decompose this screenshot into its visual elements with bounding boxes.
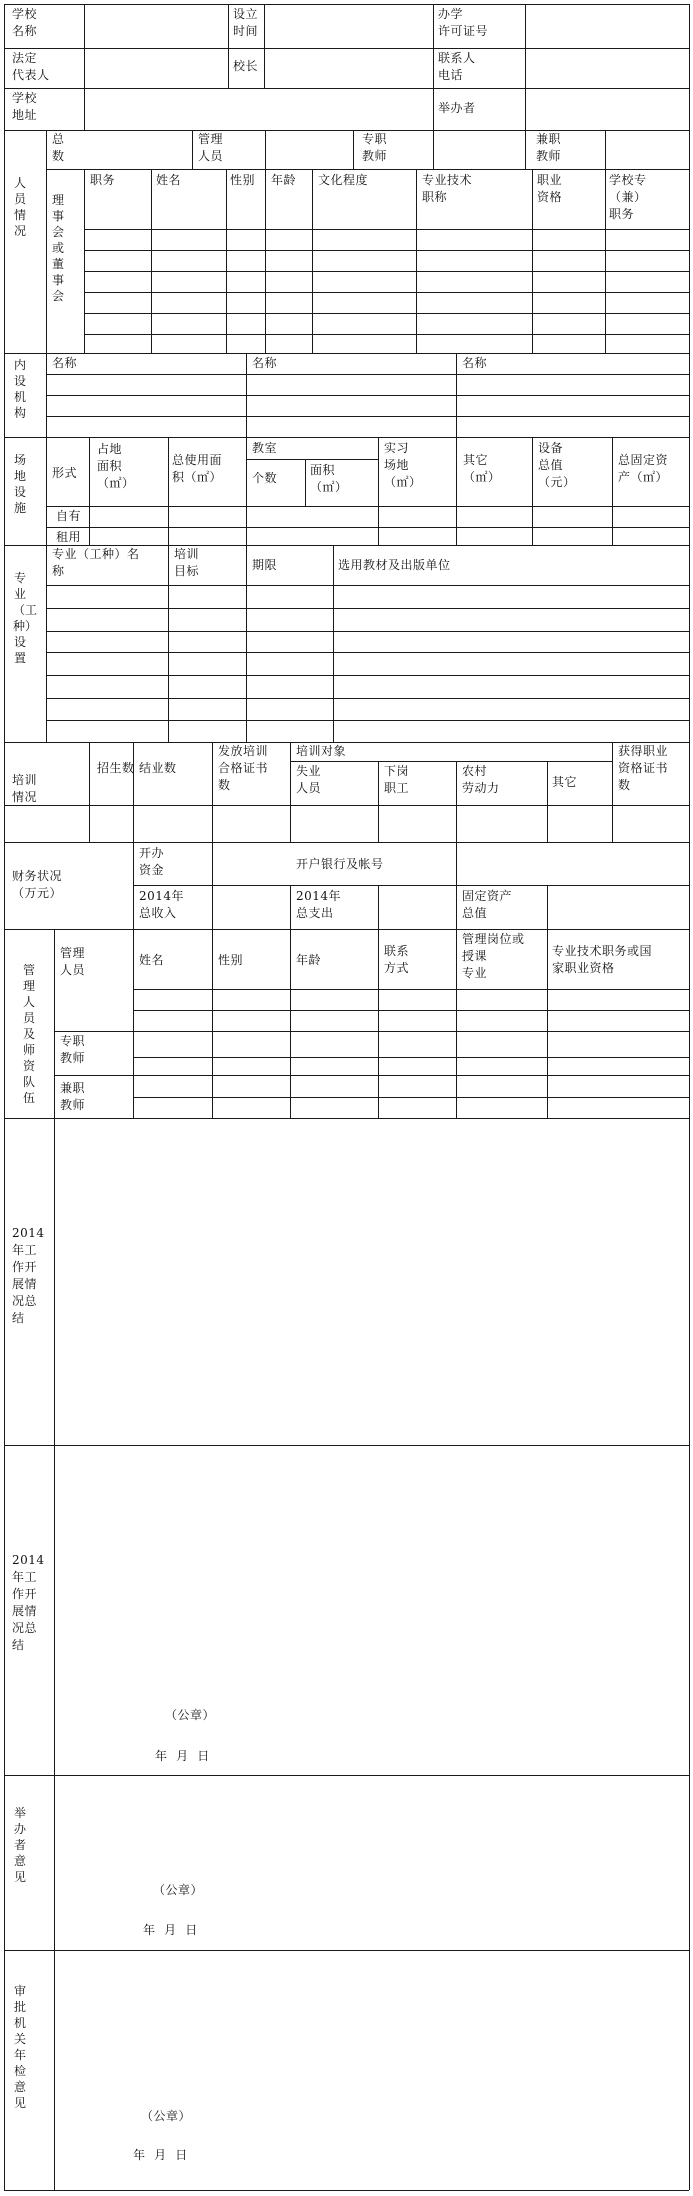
- grid-vline: [133, 929, 134, 1118]
- grid-hline: [46, 675, 689, 676]
- grid-hline: [84, 292, 689, 293]
- training-site-label: 实习 场地 （㎡）: [384, 441, 422, 489]
- grid-vline: [212, 929, 213, 1118]
- classroom-label: 教室: [252, 441, 278, 455]
- grid-vline: [456, 929, 457, 1118]
- grid-vline: [456, 437, 457, 545]
- grid-hline: [246, 459, 378, 460]
- income-label: 2014年 总收入: [139, 889, 185, 920]
- grid-vline: [378, 437, 379, 545]
- vocational-certs-label: 获得职业 资格证书 数: [618, 744, 669, 792]
- grid-vline: [84, 169, 85, 353]
- grid-hline: [4, 353, 689, 354]
- grid-vline: [547, 929, 548, 1118]
- grid-vline: [168, 437, 169, 545]
- total-label: 总 数: [52, 132, 65, 163]
- bank-account-label: 开户银行及帐号: [296, 857, 384, 871]
- grid-vline: [290, 742, 291, 842]
- form-label: 形式: [52, 466, 78, 480]
- grid-vline: [456, 761, 457, 842]
- grid-hline: [133, 1010, 689, 1011]
- grid-hline: [133, 1057, 689, 1058]
- grid-vline: [264, 4, 265, 88]
- count-label: 个数: [252, 471, 278, 485]
- grid-vline: [605, 130, 606, 169]
- personnel-column-header: 年龄: [271, 173, 297, 187]
- other-training-label: 其它: [552, 775, 578, 789]
- grid-vline: [4, 4, 5, 2190]
- grid-hline: [4, 1118, 689, 1119]
- grid-vline: [133, 742, 134, 842]
- fixed-assets-label: 总固定资 产（㎡）: [618, 453, 669, 484]
- legal-rep-label: 法定 代表人: [12, 51, 50, 82]
- grid-hline: [46, 608, 689, 609]
- use-area-label: 总使用面 积（㎡）: [172, 453, 223, 484]
- fixed-assets-value-label: 固定资产 总值: [462, 889, 513, 920]
- personnel-column-header: 文化程度: [318, 173, 369, 187]
- textbook-label: 选用教材及出版单位: [338, 558, 451, 572]
- grid-vline: [246, 437, 247, 545]
- grid-vline: [46, 130, 47, 353]
- staff-post-label: 管理岗位或 授课 专业: [462, 932, 525, 980]
- sponsor-opinion-label: 举办者意见: [13, 1806, 26, 1884]
- area-label: 面积 （㎡）: [310, 463, 348, 494]
- personnel-column-header: 职务: [90, 173, 116, 187]
- staff-fulltime-label: 专职 教师: [60, 1034, 86, 1065]
- date-label: 年 月 日: [143, 1923, 198, 1937]
- grid-vline: [290, 885, 291, 929]
- grid-hline: [4, 742, 689, 743]
- grid-vline: [89, 742, 90, 842]
- permit-no-label: 办学 许可证号: [438, 7, 489, 38]
- grid-hline: [84, 271, 689, 272]
- grid-vline: [378, 929, 379, 1118]
- grid-vline: [84, 4, 85, 88]
- grid-hline: [46, 169, 689, 170]
- unemployed-label: 失业 人员: [296, 764, 322, 795]
- owned-label: 自有: [56, 509, 82, 523]
- land-area-label: 占地 面积 （㎡）: [97, 442, 135, 490]
- internal-name-label: 名称: [52, 356, 78, 370]
- grid-vline: [151, 169, 152, 353]
- personnel-column-header: 专业技术 职称: [422, 173, 473, 204]
- laid-off-label: 下岗 职工: [384, 764, 410, 795]
- venue-section-label: 场地设施: [13, 453, 26, 515]
- grid-vline: [89, 437, 90, 545]
- enrolled-label: 招生数: [97, 761, 135, 775]
- internal-section-label: 内设机构: [13, 358, 26, 420]
- grid-vline: [532, 437, 533, 545]
- grid-hline: [4, 805, 689, 806]
- rural-label: 农村 劳动力: [462, 764, 500, 795]
- grid-hline: [46, 527, 689, 528]
- grid-vline: [333, 545, 334, 742]
- grid-vline: [168, 545, 169, 742]
- school-name-label: 学校 名称: [12, 7, 38, 38]
- staff-contact-label: 联系 方式: [384, 944, 410, 975]
- grid-hline: [46, 720, 689, 721]
- grid-hline: [4, 842, 689, 843]
- grid-hline: [4, 1775, 689, 1776]
- grid-vline: [525, 130, 526, 169]
- grid-hline: [4, 929, 689, 930]
- grid-vline: [689, 4, 690, 2190]
- grid-vline: [46, 545, 47, 742]
- grid-hline: [54, 1031, 689, 1032]
- duration-label: 期限: [252, 558, 278, 572]
- grid-vline: [433, 4, 434, 130]
- grid-vline: [265, 169, 266, 353]
- fulltime-teacher-label: 专职 教师: [362, 132, 388, 163]
- training-target-label: 培训对象: [296, 744, 347, 758]
- founded-label: 设立 时间: [233, 7, 259, 38]
- board-label: 理事会或董事会: [51, 193, 64, 303]
- parttime-teacher-label: 兼职 教师: [536, 132, 562, 163]
- graduated-label: 结业数: [139, 761, 177, 775]
- grid-hline: [84, 229, 689, 230]
- grid-vline: [433, 130, 434, 169]
- staff-parttime-label: 兼职 教师: [60, 1081, 86, 1112]
- seal-label: （公章）: [165, 1708, 216, 1722]
- grid-hline: [46, 652, 689, 653]
- grid-vline: [246, 545, 247, 742]
- expense-label: 2014年 总支出: [296, 889, 342, 920]
- personnel-column-header: 姓名: [156, 173, 182, 187]
- approval-label: 审批机关年检意见: [13, 1984, 26, 2110]
- grid-vline: [378, 761, 379, 842]
- grid-hline: [54, 1075, 689, 1076]
- principal-label: 校长: [233, 59, 259, 73]
- grid-vline: [228, 4, 229, 88]
- grid-hline: [4, 2190, 689, 2191]
- grid-vline: [84, 88, 85, 130]
- grid-vline: [353, 130, 354, 169]
- grid-hline: [4, 1950, 689, 1951]
- grid-hline: [133, 989, 689, 990]
- grid-hline: [84, 250, 689, 251]
- grid-hline: [133, 885, 689, 886]
- grid-vline: [265, 130, 266, 169]
- grid-hline: [84, 334, 689, 335]
- personnel-section-label: 人员情况: [13, 176, 26, 238]
- grid-vline: [54, 1950, 55, 2190]
- staff-gender-label: 性别: [218, 953, 244, 967]
- grid-hline: [46, 698, 689, 699]
- staff-name-label: 姓名: [139, 953, 165, 967]
- grid-hline: [133, 1097, 689, 1098]
- sponsor-label: 举办者: [438, 101, 476, 115]
- grid-vline: [54, 929, 55, 1118]
- grid-vline: [612, 437, 613, 545]
- finance-section-label: 财务状况 （万元）: [12, 869, 63, 900]
- grid-vline: [525, 4, 526, 130]
- grid-hline: [46, 395, 689, 396]
- grid-vline: [226, 169, 227, 353]
- grid-vline: [54, 1118, 55, 1445]
- grid-hline: [4, 88, 689, 89]
- contact-phone-label: 联系人 电话: [438, 51, 476, 82]
- grid-hline: [46, 585, 689, 586]
- grid-hline: [84, 313, 689, 314]
- grid-vline: [612, 742, 613, 842]
- grid-hline: [4, 48, 689, 49]
- school-address-label: 学校 地址: [12, 91, 38, 122]
- certificates-issued-label: 发放培训 合格证书 数: [218, 744, 269, 792]
- startup-capital-label: 开办 资金: [139, 846, 165, 877]
- personnel-column-header: 性别: [230, 173, 256, 187]
- major-name-label: 专业（工种）名 称: [52, 547, 140, 578]
- goal-label: 培训 目标: [174, 547, 200, 578]
- grid-vline: [378, 885, 379, 929]
- training-section-label: 培训 情况: [12, 773, 38, 804]
- summary-label: 2014 年工 作开 展情 况总 结: [12, 1226, 45, 1325]
- summary2-label: 2014 年工 作开 展情 况总 结: [12, 1553, 45, 1652]
- grid-vline: [192, 130, 193, 169]
- personnel-column-header: 职业 资格: [537, 173, 563, 204]
- staff-section-label: 管理人员及师资队伍: [22, 963, 35, 1105]
- date-label: 年 月 日: [133, 2148, 188, 2162]
- grid-hline: [46, 631, 689, 632]
- grid-hline: [4, 4, 689, 5]
- grid-vline: [290, 929, 291, 1118]
- internal-name-label: 名称: [462, 356, 488, 370]
- grid-vline: [547, 761, 548, 842]
- staff-mgmt-label: 管理 人员: [60, 946, 86, 977]
- mgmt-staff-label: 管理 人员: [198, 132, 224, 163]
- grid-vline: [532, 169, 533, 353]
- personnel-column-header: 学校专 （兼） 职务: [609, 173, 647, 221]
- internal-name-label: 名称: [252, 356, 278, 370]
- grid-hline: [290, 761, 612, 762]
- major-section-label: 专业（工种）设置: [13, 571, 38, 665]
- grid-vline: [54, 1445, 55, 1775]
- grid-vline: [305, 459, 306, 506]
- date-label: 年 月 日: [155, 1749, 210, 1763]
- grid-vline: [312, 169, 313, 353]
- grid-hline: [4, 437, 689, 438]
- grid-hline: [4, 1445, 689, 1446]
- other-label: 其它 （㎡）: [463, 453, 501, 484]
- staff-qualification-label: 专业技术职务或国 家职业资格: [552, 944, 653, 975]
- grid-vline: [46, 437, 47, 545]
- grid-hline: [4, 130, 689, 131]
- grid-vline: [605, 169, 606, 353]
- leased-label: 租用: [56, 530, 82, 544]
- grid-vline: [547, 885, 548, 929]
- grid-vline: [54, 1775, 55, 1950]
- staff-age-label: 年龄: [296, 953, 322, 967]
- grid-hline: [46, 416, 689, 417]
- grid-hline: [46, 506, 689, 507]
- grid-vline: [416, 169, 417, 353]
- seal-label: （公章）: [153, 1883, 204, 1897]
- grid-hline: [46, 374, 689, 375]
- grid-vline: [212, 742, 213, 842]
- seal-label: （公章）: [141, 2109, 192, 2123]
- equipment-value-label: 设备 总值 （元）: [538, 441, 576, 489]
